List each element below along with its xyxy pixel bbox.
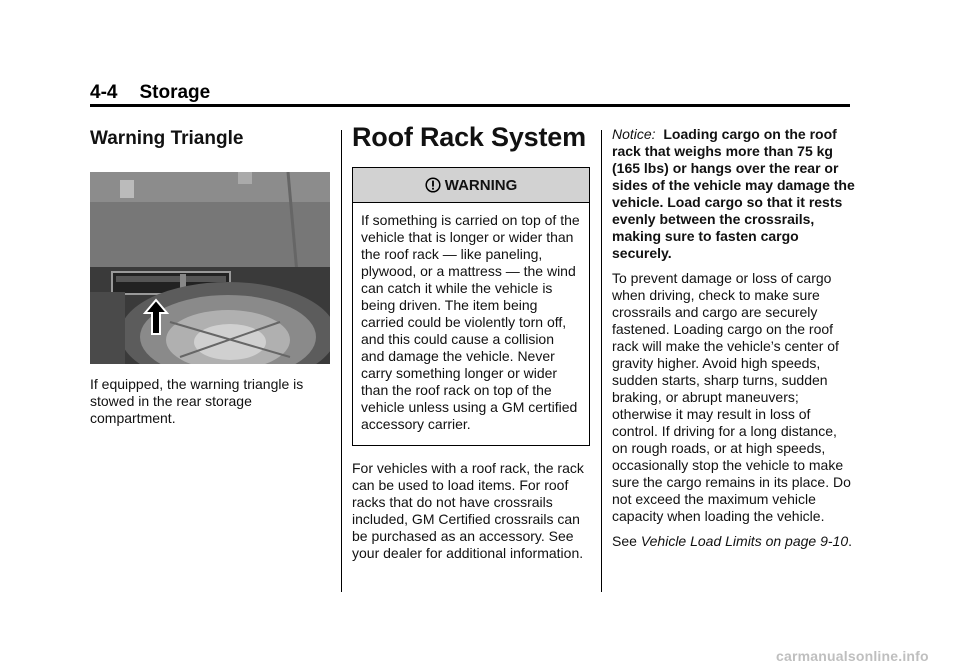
warning-label: WARNING (444, 176, 518, 194)
see-ref-link[interactable]: Vehicle Load Limits on page 9-10 (640, 533, 849, 549)
warning-icon (425, 177, 441, 193)
column-divider-1 (341, 130, 342, 592)
column-notice (612, 126, 856, 550)
notice-label: Notice: (612, 126, 656, 142)
prevent-paragraph: To prevent damage or loss of cargo when driving, check to make sure crossrails and cargo are securely fastened. Loading cargo on the roof rack will make the vehicle’s center of gravity higher. Avoid high speeds, sudden starts, sharp turns, sudden braking, or abrupt maneuvers; otherwise it may result in loss of control. If driving for a long distance, on rough roads, or at high speeds, occasionally stop the vehicle to make sure the cargo remains in its place. Do not exceed the maximum vehicle capacity when loading the vehicle. (612, 270, 851, 524)
see-suffix: . (848, 533, 852, 549)
header-rule (90, 104, 850, 107)
roof-rack-paragraph: For vehicles with a roof rack, the rack can be used to load items. For roof racks that do not have crossrails included, GM Certified crossrails can be purchased as an accessory. See your dealer for additional information. (352, 460, 584, 561)
column-warning-triangle (90, 126, 330, 427)
warning-triangle-heading: Warning Triangle (90, 128, 244, 149)
notice-text: Loading cargo on the roof rack that weighs more than 75 kg (165 lbs) or hangs over the rear or sides of the vehicle may damage the vehicle. Load cargo so that it rests evenly between the crossrails, making sure to fasten cargo securely. (612, 126, 855, 261)
watermark: carmanualsonline.info (776, 648, 929, 664)
rear-storage-photo (90, 172, 330, 364)
warning-triangle-caption: If equipped, the warning triangle is stowed in the rear storage compartment. (90, 376, 304, 426)
section-title: Storage (139, 82, 211, 103)
page-header (90, 82, 210, 104)
page-number: 4-4 (90, 82, 118, 103)
column-divider-2 (601, 130, 602, 592)
see-reference (612, 533, 856, 550)
warning-box-body (353, 203, 589, 445)
column-roof-rack (352, 122, 590, 562)
warning-text: If something is carried on top of the vehicle that is longer or wider than the roof rack — like paneling, plywood, or a mattress — the wind can catch it while the vehicle is being driven. The item being carried could be violently torn off, and this could cause a collision and damage the vehicle. Never carry something longer or wider than the roof rack on top of the vehicle unless using a GM certified accessory carrier. (361, 212, 580, 432)
roof-rack-heading: Roof Rack System (352, 122, 586, 152)
warning-box (352, 167, 590, 446)
warning-box-header (353, 168, 589, 203)
see-prefix: See (612, 533, 641, 549)
notice-paragraph (612, 126, 856, 262)
